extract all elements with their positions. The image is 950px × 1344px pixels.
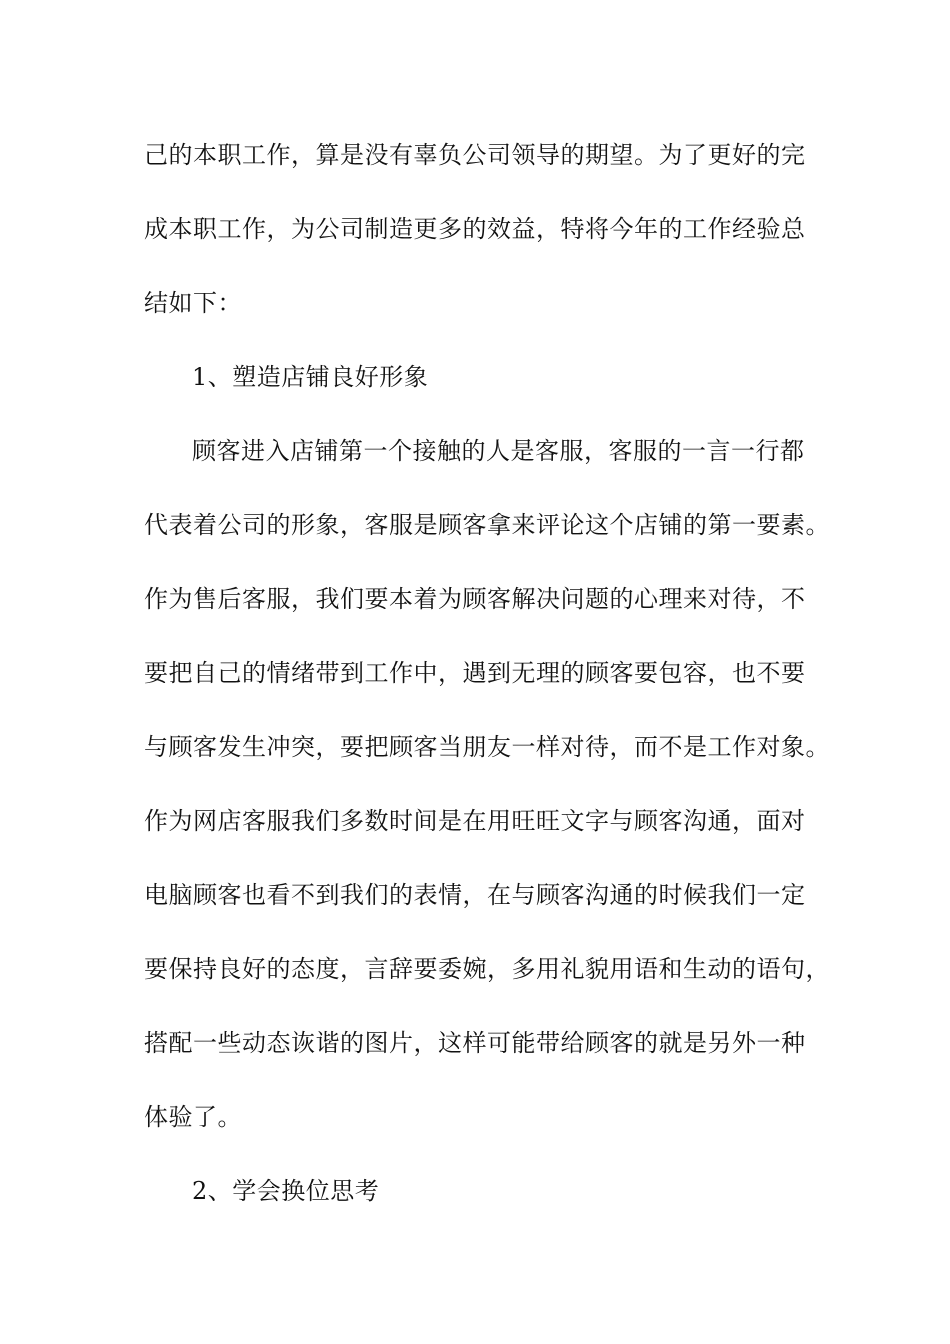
paragraph-line: 己的本职工作，算是没有辜负公司领导的期望。为了更好的完 — [144, 141, 806, 169]
paragraph-line: 作为售后客服，我们要本着为顾客解决问题的心理来对待，不 — [144, 585, 806, 613]
paragraph-line: 与顾客发生冲突，要把顾客当朋友一样对待，而不是工作对象。 — [144, 733, 830, 761]
paragraph-line: 体验了。 — [144, 1103, 242, 1131]
paragraph-line: 电脑顾客也看不到我们的表情，在与顾客沟通的时候我们一定 — [144, 881, 806, 909]
paragraph-line: 要把自己的情绪带到工作中，遇到无理的顾客要包容，也不要 — [144, 659, 806, 687]
paragraph-line: 代表着公司的形象，客服是顾客拿来评论这个店铺的第一要素。 — [144, 511, 830, 539]
paragraph-line: 成本职工作，为公司制造更多的效益，特将今年的工作经验总 — [144, 215, 806, 243]
document-body — [144, 118, 830, 1228]
paragraph-line: 作为网店客服我们多数时间是在用旺旺文字与顾客沟通，面对 — [144, 807, 806, 835]
paragraph-line: 要保持良好的态度，言辞要委婉，多用礼貌用语和生动的语句， — [144, 955, 830, 983]
section-heading-2: 2、学会换位思考 — [192, 1177, 380, 1205]
paragraph-line: 顾客进入店铺第一个接触的人是客服，客服的一言一行都 — [192, 437, 805, 465]
paragraph-line: 搭配一些动态诙谐的图片，这样可能带给顾客的就是另外一种 — [144, 1029, 806, 1057]
section-heading-1: 1、塑造店铺良好形象 — [192, 363, 429, 391]
paragraph-line: 结如下： — [144, 289, 242, 317]
